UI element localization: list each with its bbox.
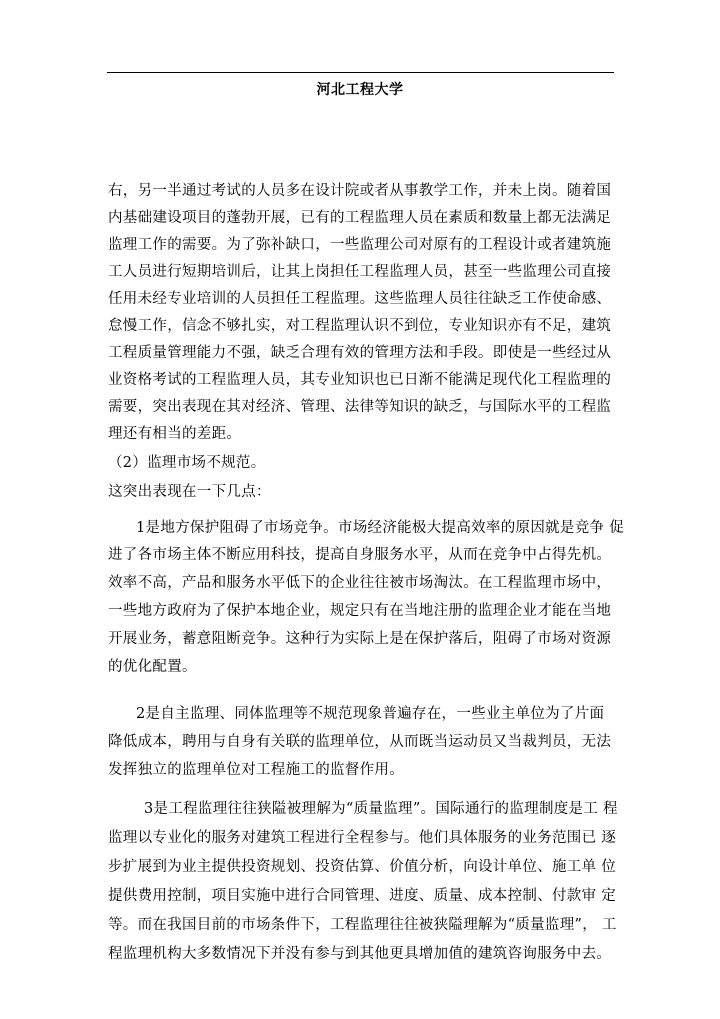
point-line: 的优化配置。 bbox=[108, 659, 197, 675]
page-header-title: 河北工程大学 bbox=[316, 82, 404, 98]
paragraph-line: 工人员进行短期培训后，让其上岗担任工程监理人员，甚至一些监理公司直接 bbox=[108, 264, 612, 280]
paragraph-line: 右，另一半通过考试的人员多在设计院或者从事教学工作，并未上岗。随着国 bbox=[108, 183, 612, 199]
paragraph-line: 怠慢工作，信念不够扎实，对工程监理认识不到位，专业知识亦有不足，建筑 bbox=[108, 318, 612, 334]
point-line: 1是地方保护阻碍了市场竞争。市场经济能极大提高效率的原因就是竞争 促 bbox=[136, 520, 625, 536]
paragraph-line: 需要，突出表现在其对经济、管理、法律等知识的缺乏，与国际水平的工程监 bbox=[108, 399, 612, 415]
paragraph-line: 工程质量管理能力不强，缺乏合理有效的管理方法和手段。即使是一些经过从 bbox=[108, 345, 612, 361]
paragraph-line: 业资格考试的工程监理人员，其专业知识也已日渐不能满足现代化工程监理的 bbox=[108, 372, 612, 388]
header-rule bbox=[107, 72, 614, 73]
paragraph-line: 任用未经专业培训的人员担任工程监理。这些监理人员往往缺乏工作使命感、 bbox=[108, 291, 612, 307]
point-line: 降低成本，聘用与自身有关联的监理单位，从而既当运动员又当裁判员，无法 bbox=[108, 734, 612, 750]
point-line: 开展业务，蓄意阻断竞争。这种行为实际上是在保护落后，阻碍了市场对资源 bbox=[108, 631, 612, 647]
point-line: 效率不高，产品和服务水平低下的企业往往被市场淘汰。在工程监理市场中， bbox=[108, 575, 612, 591]
point-line: 进了各市场主体不断应用科技，提高自身服务水平，从而在竞争中占得先机。 bbox=[108, 547, 612, 563]
section-heading: （2）监理市场不规范。 bbox=[108, 455, 266, 471]
paragraph-line: 理还有相当的差距。 bbox=[108, 426, 242, 442]
paragraph-line: 内基础建设项目的蓬勃开展，已有的工程监理人员在素质和数量上都无法满足 bbox=[108, 210, 612, 226]
intro-line: 这突出表现在一下几点： bbox=[108, 484, 271, 500]
point-line: 一些地方政府为了保护本地企业，规定只有在当地注册的监理企业才能在当地 bbox=[108, 603, 612, 619]
point-line: 提供费用控制，项目实施中进行合同管理、进度、质量、成本控制、付款审 定 bbox=[108, 888, 617, 904]
point-line: 3是工程监理往往狭隘被理解为“质量监理”。国际通行的监理制度是工 程 bbox=[144, 801, 618, 817]
point-line: 发挥独立的监理单位对工程施工的监督作用。 bbox=[108, 762, 404, 778]
paragraph-line: 监理工作的需要。为了弥补缺口，一些监理公司对原有的工程设计或者建筑施 bbox=[108, 237, 612, 253]
point-line: 步扩展到为业主提供投资规划、投资估算、价值分析，向设计单位、施工单 位 bbox=[108, 859, 617, 875]
point-line: 2是自主监理、同体监理等不规范现象普遍存在，一些业主单位为了片面 bbox=[136, 706, 605, 722]
point-line: 等。而在我国目前的市场条件下，工程监理往往被狭隘理解为“质量监理”， 工 bbox=[108, 917, 617, 933]
point-line: 监理以专业化的服务对建筑工程进行全程参与。他们具体服务的业务范围已 逐 bbox=[108, 830, 617, 846]
point-line: 程监理机构大多数情况下并没有参与到其他更具增加值的建筑咨询服务中去。 bbox=[108, 946, 612, 962]
